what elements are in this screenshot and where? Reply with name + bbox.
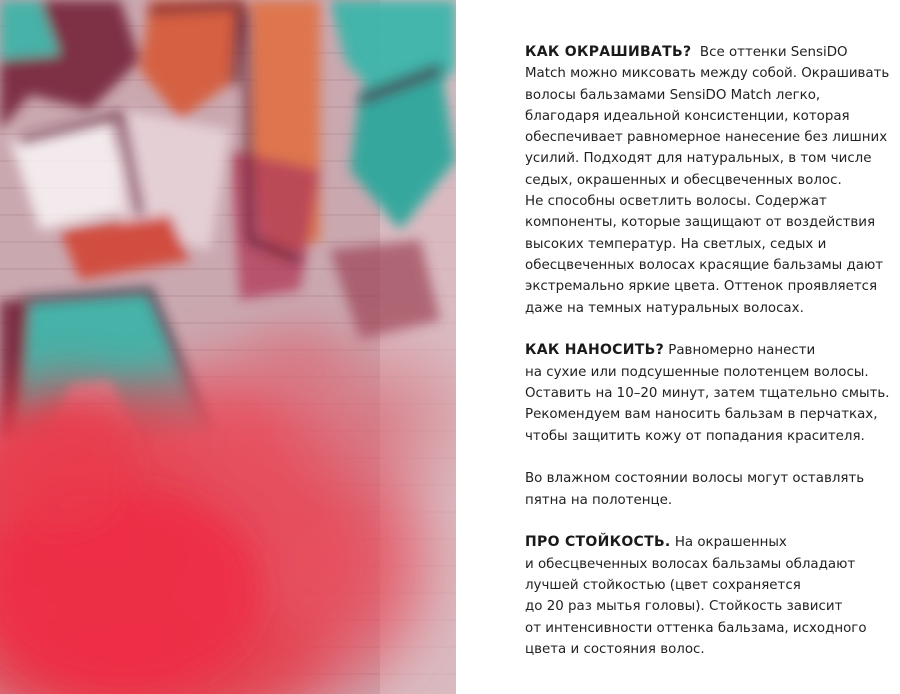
section-how-to-apply xyxy=(525,340,890,446)
paragraph-line: и обесцвеченных волосах бальзамы обладают xyxy=(525,556,856,572)
paragraph-line: высоких температур. На светлых, седых и xyxy=(525,236,827,252)
paragraph-line: Оставить на 10–20 минут, затем тщательно смыть. xyxy=(525,385,890,401)
section-durability xyxy=(525,532,885,660)
paragraph-line: Все оттенки SensiDO xyxy=(699,45,848,60)
paragraph-line: волосы бальзамами SensiDO Match легко, xyxy=(525,87,821,103)
paragraph-line: до 20 раз мытья головы). Стойкость зависит xyxy=(525,599,843,615)
section-how-to-color xyxy=(525,42,890,319)
paragraph-line: цвета и состояния волос. xyxy=(525,641,705,657)
section-towel-note xyxy=(525,468,885,511)
paragraph-line: компоненты, которые защищают от воздействия xyxy=(525,215,876,231)
paragraph-line: седых, окрашенных и обесцвеченных волос. xyxy=(525,172,842,188)
paragraph-line: экстремально яркие цвета. Оттенок проявляется xyxy=(525,279,878,295)
paragraph-line: Рекомендуем вам наносить бальзам в перчатках, xyxy=(525,407,878,423)
paragraph-line: пятна на полотенце. xyxy=(525,492,673,508)
paragraph-line: обесцвеченных волосах красящие бальзамы дают xyxy=(525,257,884,273)
paragraph-line: усилий. Подходят для натуральных, в том числе xyxy=(525,151,872,167)
paragraph-line: на сухие или подсушенные полотенцем волосы. xyxy=(525,364,869,380)
paragraph-line: даже на темных натуральных волосах. xyxy=(525,300,804,316)
paragraph-line: благодаря идеальной консистенции, которая xyxy=(525,108,850,124)
paragraph-line: Match можно миксовать между собой. Окрашивать xyxy=(525,66,890,82)
section-heading: КАК ОКРАШИВАТЬ? xyxy=(525,44,692,60)
paragraph-line: Не способны осветлить волосы. Содержат xyxy=(525,194,827,210)
paragraph-line: На окрашенных xyxy=(674,535,787,551)
paragraph-line: лучшей стойкостью (цвет сохраняется xyxy=(525,578,801,594)
paragraph-line: обеспечивает равномерное нанесение без лишних xyxy=(525,130,888,146)
paragraph-line: от интенсивности оттенка бальзама, исходного xyxy=(525,620,867,636)
section-heading: КАК НАНОСИТЬ? xyxy=(525,342,664,359)
instructions-text xyxy=(525,42,890,682)
paragraph-line: чтобы защитить кожу от попадания красителя. xyxy=(525,428,865,444)
paragraph-line: Во влажном состоянии волосы могут оставлять xyxy=(525,471,865,487)
section-heading: ПРО СТОЙКОСТЬ. xyxy=(525,534,671,551)
paragraph-line: Равномерно нанести xyxy=(668,343,816,359)
